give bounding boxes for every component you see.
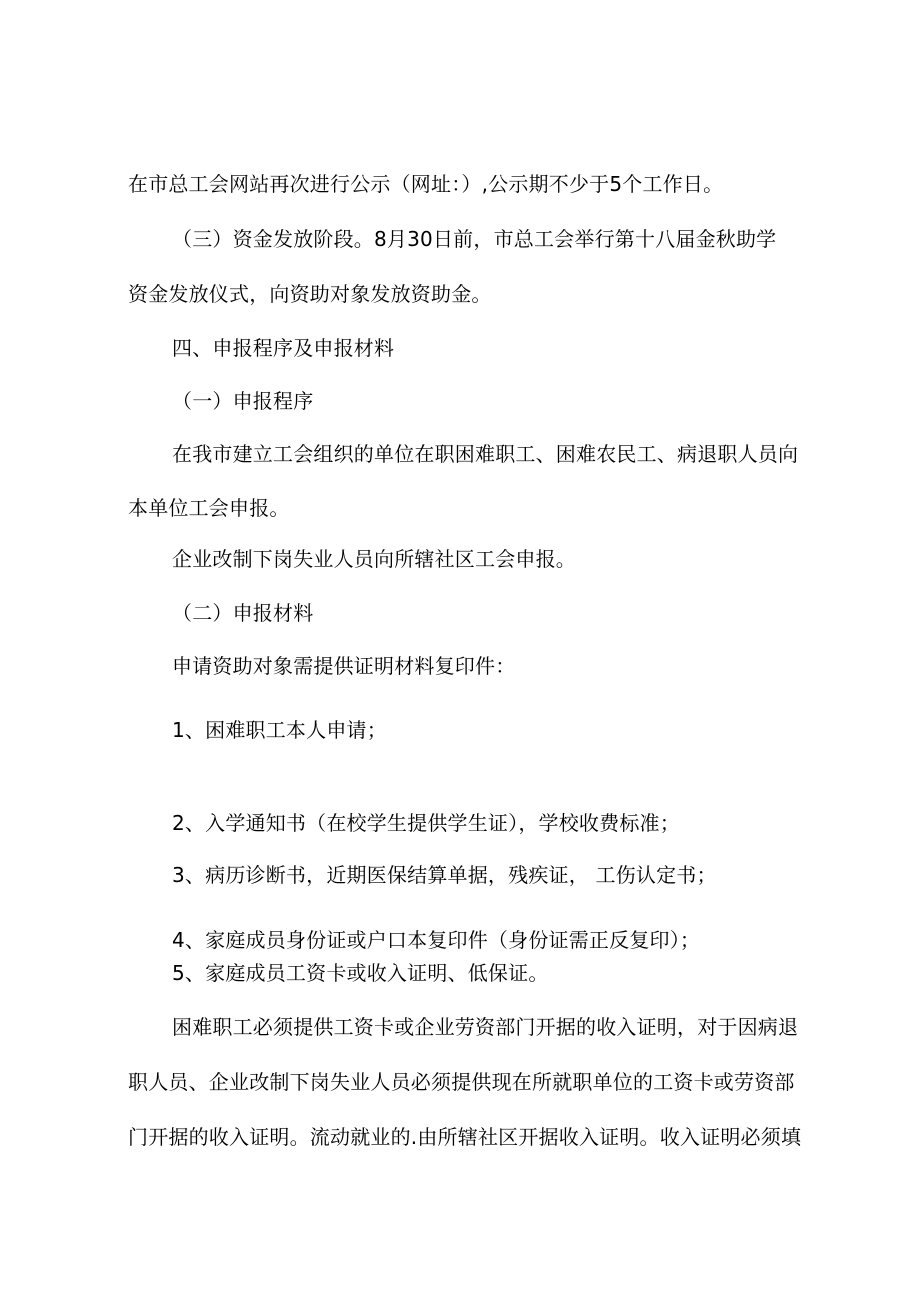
subsection-heading: （二）申报材料 (172, 601, 314, 625)
body-text-line: 门开据的收入证明。流动就业的.由所辖社区开据收入证明。收入证明必须填 (128, 1125, 802, 1149)
list-item: 5、家庭成员工资卡或收入证明、低保证。 (172, 961, 549, 985)
body-text-line: 资金发放仪式，向资助对象发放资助金。 (128, 282, 492, 306)
list-item: 2、入学通知书（在校学生提供学生证），学校收费标准； (172, 811, 680, 835)
body-text-line: 本单位工会申报。 (128, 496, 290, 520)
subsection-heading: （一）申报程序 (172, 389, 314, 413)
body-text-line: 困难职工必须提供工资卡或企业劳资部门开据的收入证明，对于因病退 (172, 1015, 799, 1039)
body-text-line: 职人员、企业改制下岗失业人员必须提供现在所就职单位的工资卡或劳资部 (128, 1070, 795, 1094)
body-text-line: 企业改制下岗失业人员向所辖社区工会申报。 (172, 547, 576, 571)
body-text-line: 申请资助对象需提供证明材料复印件： (172, 654, 516, 678)
list-item: 1、困难职工本人申请； (172, 718, 387, 742)
body-text-line: 在市总工会网站再次进行公示（网址：）,公示期不少于5个工作日。 (128, 172, 724, 196)
body-text-line: （三）资金发放阶段。8月30日前，市总工会举行第十八届金秋助学 (172, 227, 777, 251)
list-item: 3、病历诊断书，近期医保结算单据，残疾证， 工伤认定书； (172, 863, 717, 887)
body-text-line: 在我市建立工会组织的单位在职困难职工、困难农民工、病退职人员向 (172, 442, 799, 466)
section-heading: 四、申报程序及申报材料 (172, 336, 395, 360)
list-item: 4、家庭成员身份证或户口本复印件（身份证需正反复印）； (172, 928, 701, 952)
